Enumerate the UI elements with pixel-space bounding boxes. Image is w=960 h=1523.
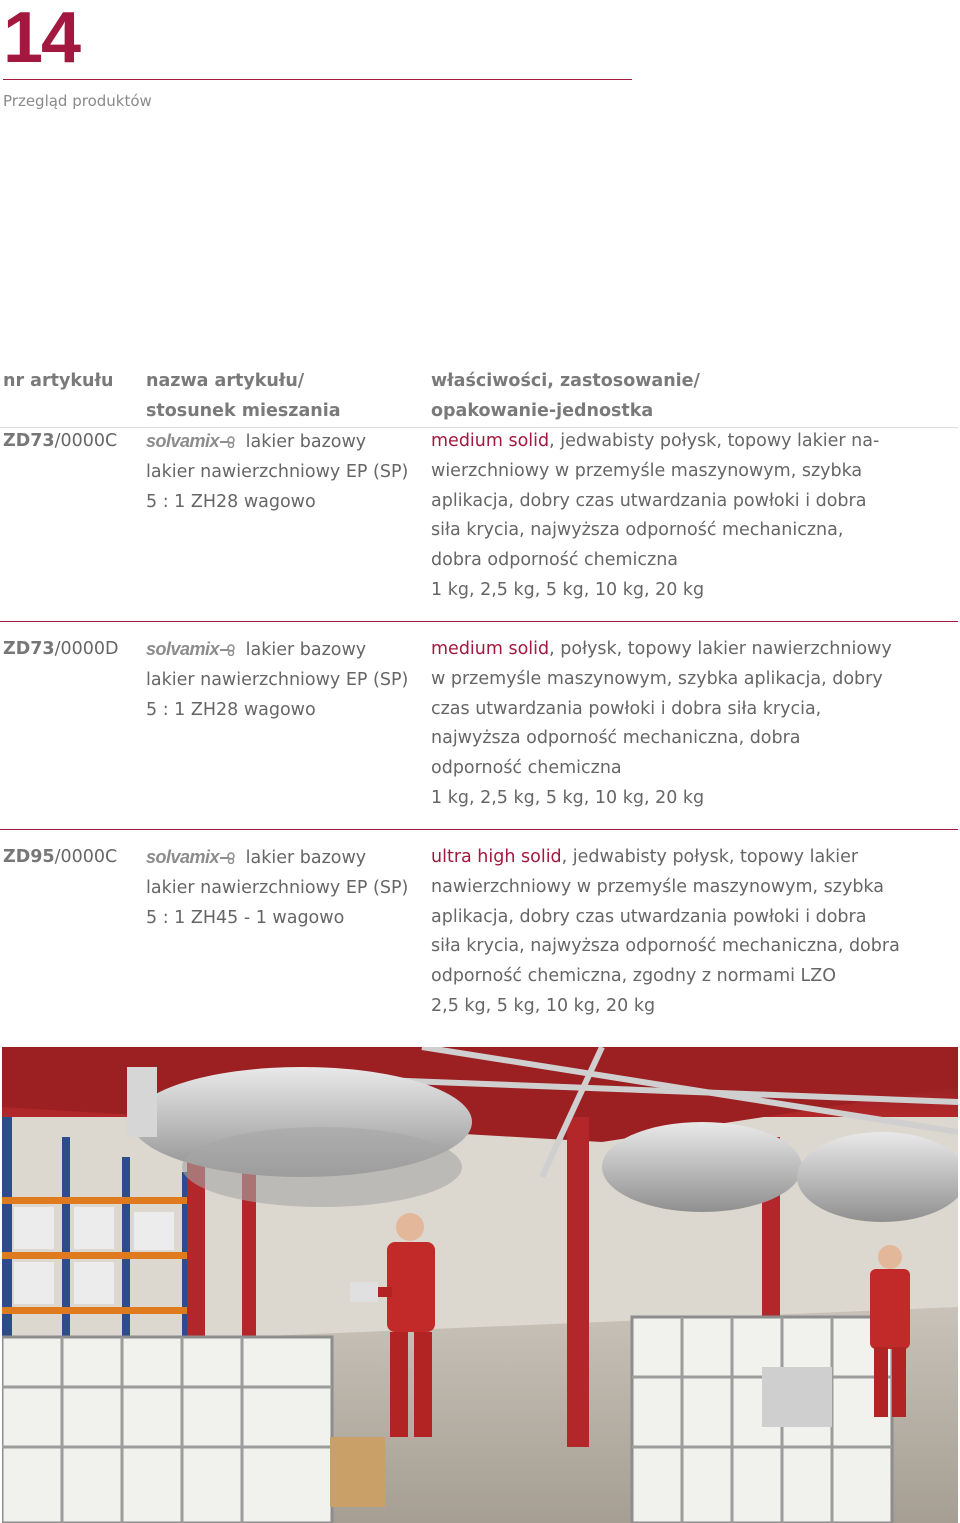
article-code-prefix: ZD73: [3, 639, 55, 659]
header-article-name-line2: stosunek mieszania: [146, 400, 341, 421]
property-line: siła krycia, najwyższa odporność mechaniczna, dobra: [431, 936, 900, 957]
article-code: [3, 635, 119, 665]
property-line1: , połysk, topowy lakier nawierzchniowy: [549, 639, 892, 659]
packaging: 1 kg, 2,5 kg, 5 kg, 10 kg, 20 kg: [431, 579, 705, 600]
article-name-line2: lakier nawierzchniowy EP (SP): [146, 669, 409, 690]
factory-photo: [2, 1047, 958, 1523]
section-title: Przegląd produktów: [3, 92, 152, 110]
article-name: [146, 843, 408, 933]
header-rule: [3, 79, 632, 80]
property-line1: , jedwabisty połysk, topowy lakier na-: [549, 431, 880, 451]
article-code-suffix: /0000C: [54, 431, 118, 451]
mixing-ratio: 5 : 1 ZH45 - 1 wagowo: [146, 907, 345, 928]
header-article-number: nr artykułu: [3, 371, 114, 391]
property-line: siła krycia, najwyższa odporność mechaniczna,: [431, 520, 844, 541]
packaging: 1 kg, 2,5 kg, 5 kg, 10 kg, 20 kg: [431, 787, 705, 808]
article-code-prefix: ZD73: [3, 431, 55, 451]
header-article-name: [146, 367, 341, 427]
property-line: odporność chemiczna, zgodny z normami LZO: [431, 966, 837, 987]
brand-logo: solvamix: [146, 847, 220, 867]
header-properties-line2: opakowanie-jednostka: [431, 400, 654, 421]
solid-type: medium solid: [431, 431, 550, 451]
property-line: aplikacja, dobry czas utwardzania powłoki i dobra: [431, 490, 867, 511]
table-row: [0, 843, 960, 1037]
mixing-ratio: 5 : 1 ZH28 wagowo: [146, 699, 316, 720]
header-properties: [431, 367, 700, 427]
article-properties: [431, 635, 892, 814]
solid-type: medium solid: [431, 639, 550, 659]
solid-type: ultra high solid: [431, 847, 562, 867]
article-code-suffix: /0000C: [54, 847, 118, 867]
property-line: odporność chemiczna: [431, 758, 622, 779]
table-row: [0, 635, 960, 829]
property-line: aplikacja, dobry czas utwardzania powłoki i dobra: [431, 906, 867, 927]
article-name-line2: lakier nawierzchniowy EP (SP): [146, 461, 409, 482]
property-line1: , jedwabisty połysk, topowy lakier: [561, 847, 859, 867]
property-line: wierzchniowy w przemyśle maszynowym, szybka: [431, 460, 863, 481]
row-divider: [0, 829, 958, 830]
property-line: nawierzchniowy w przemyśle maszynowym, szybka: [431, 876, 884, 897]
brand-mark-icon: [219, 436, 237, 448]
article-name-line2: lakier nawierzchniowy EP (SP): [146, 877, 409, 898]
article-code: [3, 427, 117, 457]
brand-logo: solvamix: [146, 639, 220, 659]
article-name-line1: lakier bazowy: [245, 432, 367, 452]
brand-logo: solvamix: [146, 431, 220, 451]
table-header: [0, 367, 960, 427]
header-article-name-line1: nazwa artykułu/: [146, 371, 305, 391]
property-line: najwyższa odporność mechaniczna, dobra: [431, 728, 801, 749]
product-table: [0, 367, 960, 1016]
packaging: 2,5 kg, 5 kg, 10 kg, 20 kg: [431, 995, 656, 1016]
article-name-line1: lakier bazowy: [245, 640, 367, 660]
property-line: dobra odporność chemiczna: [431, 550, 679, 571]
brand-mark-icon: [219, 644, 237, 656]
article-code-suffix: /0000D: [54, 639, 119, 659]
factory-scene-illustration: [2, 1047, 958, 1523]
article-name: [146, 635, 408, 725]
table-row: [0, 427, 960, 621]
article-code-prefix: ZD95: [3, 847, 55, 867]
header-properties-line1: właściwości, zastosowanie/: [431, 371, 700, 391]
row-divider: [0, 621, 958, 622]
article-properties: [431, 843, 900, 1022]
page-number: 14: [3, 0, 80, 78]
property-line: w przemyśle maszynowym, szybka aplikacja, dobry: [431, 668, 883, 689]
brand-mark-icon: [219, 852, 237, 864]
property-line: czas utwardzania powłoki i dobra siła krycia,: [431, 698, 822, 719]
mixing-ratio: 5 : 1 ZH28 wagowo: [146, 491, 316, 512]
article-properties: [431, 427, 879, 606]
article-code: [3, 843, 117, 873]
article-name: [146, 427, 408, 517]
article-name-line1: lakier bazowy: [245, 848, 367, 868]
